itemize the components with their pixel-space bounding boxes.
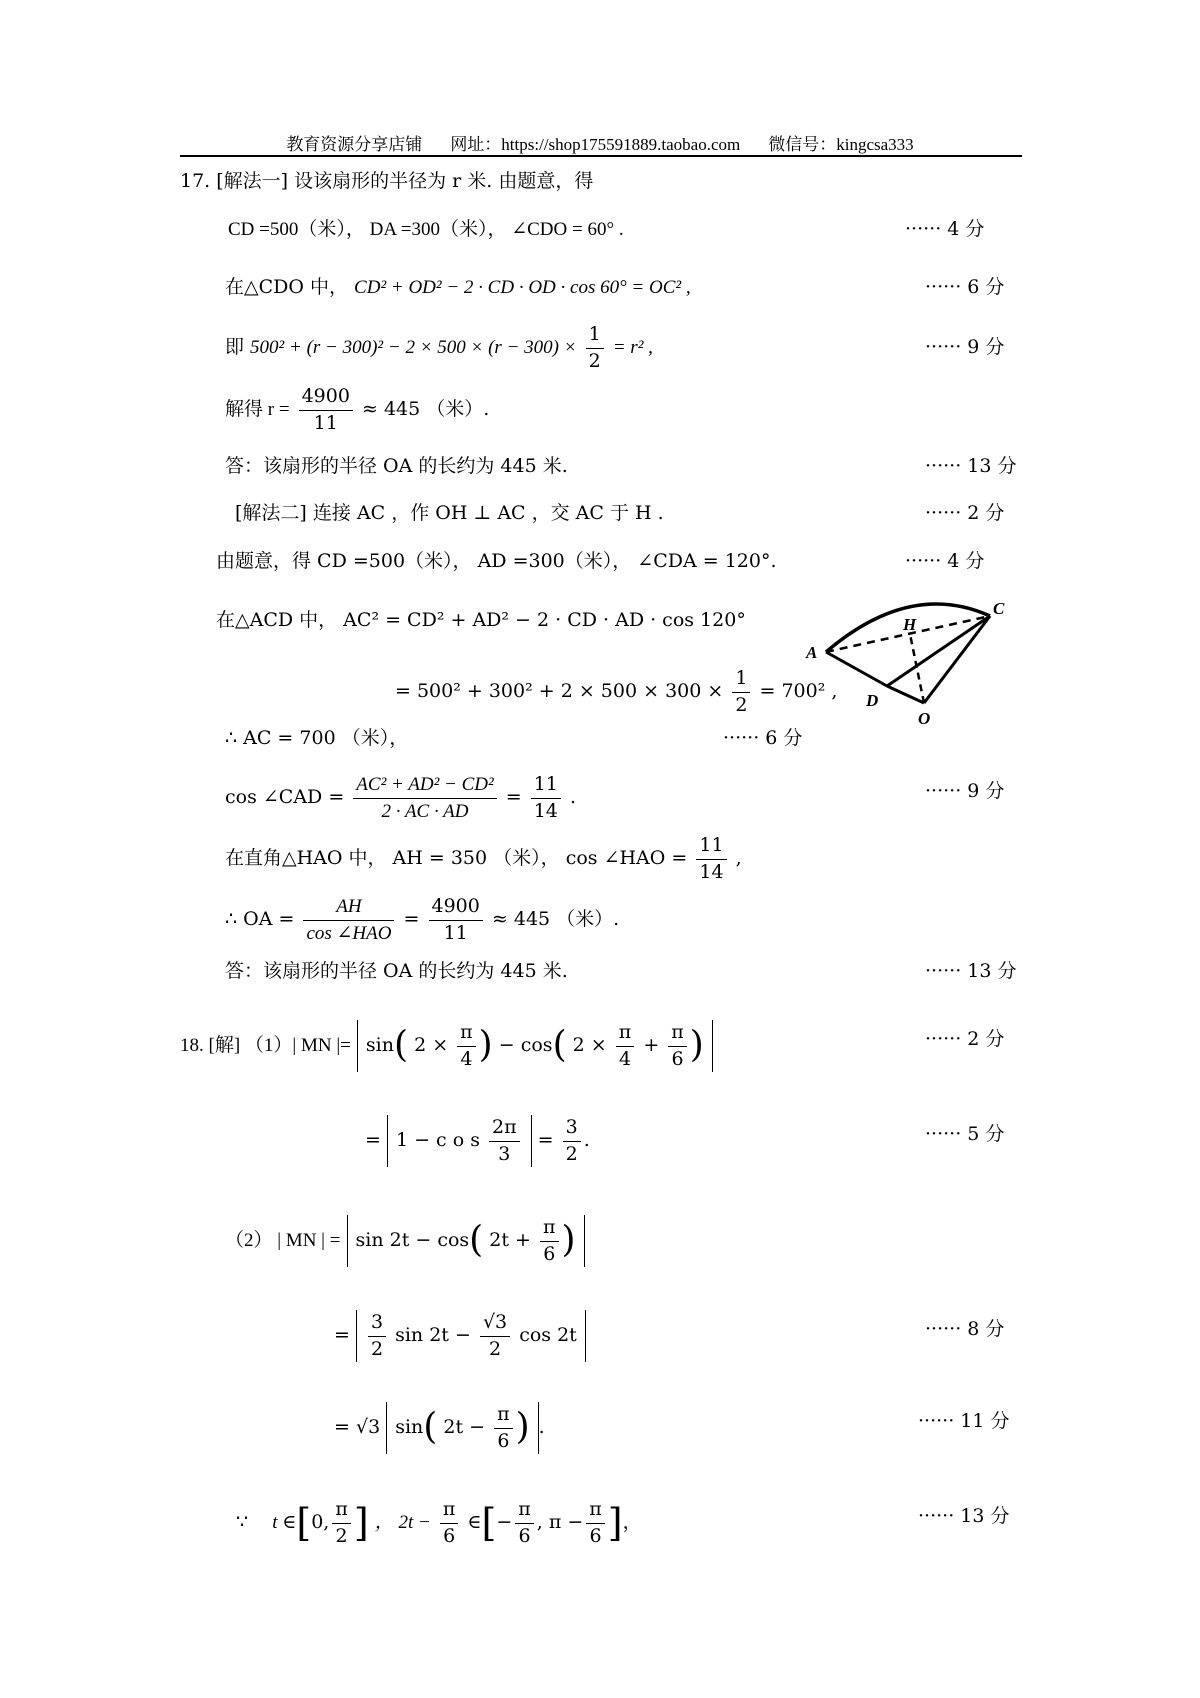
q17-step2: [225, 278, 691, 297]
q17-method2-line3-fraction: [732, 666, 750, 718]
frac-num: 4900: [299, 384, 353, 411]
frac-den: 2: [370, 1337, 384, 1360]
frac-den: 6: [497, 1429, 510, 1452]
label-c: C: [993, 600, 1005, 618]
frac-num: π: [494, 1402, 513, 1429]
equals-sign: =: [403, 908, 420, 931]
sin-text: sin: [365, 1034, 394, 1057]
frac-num: AH: [303, 894, 394, 921]
period: .: [583, 1129, 590, 1152]
header-rule: [180, 155, 1022, 157]
equals-sign: =: [537, 1129, 554, 1152]
fraction-pi-6: [540, 1215, 559, 1267]
frac-num: √3: [480, 1310, 510, 1337]
q17-answer1-score: ······ 13 分: [925, 455, 1017, 477]
q18-part2-label: （2） | MN | =: [225, 1230, 341, 1252]
q18-heading: 18. [解] （1）| MN |=: [180, 1035, 351, 1057]
q17-step3-prefix: 即: [225, 336, 251, 359]
q17-method2-line7: [225, 894, 619, 946]
frac-num: π: [540, 1215, 559, 1242]
q17-method2-heading-score: ······ 2 分: [925, 502, 1005, 524]
q18-part1: [180, 1020, 713, 1072]
fraction-3-2: [563, 1115, 581, 1167]
q18-part2-step3-score: ······ 11 分: [918, 1410, 1010, 1432]
q17-step4-fraction: [299, 384, 353, 436]
period: .: [538, 1416, 545, 1439]
q17-method2-line4-score: ······ 6 分: [723, 727, 803, 749]
q17-step3-score: ······ 9 分: [925, 336, 1005, 358]
frac-den: 14: [533, 799, 558, 822]
q17-step3: [225, 322, 653, 374]
period: .: [569, 786, 576, 809]
q18-part2: [225, 1215, 585, 1267]
expr: cos 2t: [519, 1324, 577, 1347]
frac-num: 1: [732, 666, 750, 693]
q17-method2-line5-score: ······ 9 分: [925, 780, 1005, 802]
expr: 2 ×: [572, 1034, 607, 1057]
q17-method2-line7-left: ∴ OA =: [225, 908, 295, 931]
q17-heading: 17. [解法一] 设该扇形的半径为 r 米. 由题意，得: [180, 170, 594, 192]
frac-num: π: [440, 1497, 459, 1524]
segment-ad: [826, 652, 887, 686]
q18-part1-step2: [365, 1115, 590, 1167]
q17-method2-line6: [225, 833, 742, 885]
fraction-pi-6b: [515, 1497, 534, 1549]
q17-method2-line7-fraction2: [429, 894, 483, 946]
q17-method2-line3-right: = 700² ,: [759, 680, 838, 703]
fraction-pi-6: [668, 1020, 687, 1072]
frac-num: 3: [368, 1310, 386, 1337]
q17-step2-expr: CD² + OD² − 2 · CD · OD · cos 60° = OC² ,: [354, 277, 691, 298]
q17-step1: CD =500（米）， DA =300（米）， ∠CDO = 60° .: [228, 219, 624, 240]
frac-den: 3: [498, 1142, 511, 1165]
q17-method2-line5-fraction2: [531, 772, 561, 824]
frac-den: 11: [443, 921, 468, 944]
q18-part2-step3: [334, 1402, 545, 1454]
q18-part1-score: ······ 2 分: [925, 1028, 1005, 1050]
q17-method2-line5: [225, 772, 576, 824]
expr: 2t +: [489, 1229, 531, 1252]
frac-den: 6: [443, 1524, 456, 1547]
label-d: D: [866, 691, 879, 710]
expr: 1 − c o s: [395, 1129, 480, 1152]
q17-step3-left: 500² + (r − 300)² − 2 × 500 × (r − 300) ×: [250, 337, 577, 359]
expr: ， 2t −: [374, 1512, 431, 1534]
q18-abs-part2-step2: [356, 1310, 586, 1362]
q17-method2-line3-left: = 500² + 300² + 2 × 500 × 300 ×: [395, 680, 724, 703]
expr: , π −: [536, 1511, 584, 1534]
q17-step4-right: ≈ 445 （米）.: [362, 398, 490, 421]
fraction-pi-6: [494, 1402, 513, 1454]
frac-den: 2: [335, 1524, 348, 1547]
equals-sign: =: [365, 1129, 381, 1152]
label-a: A: [806, 643, 818, 662]
header-wechat: 微信号：kingcsa333: [768, 135, 914, 154]
frac-num: π: [515, 1497, 534, 1524]
sector-figure: [800, 600, 1020, 735]
expr: 2 ×: [414, 1034, 449, 1057]
frac-num: 4900: [429, 894, 483, 921]
fraction-pi-2: [332, 1497, 351, 1549]
q17-method2-line6-fraction: [696, 833, 726, 885]
expr: t ∈: [272, 1512, 297, 1534]
comma: ，: [622, 1511, 642, 1534]
q17-step1-score: ······ 4 分: [905, 218, 985, 240]
frac-den: 6: [543, 1242, 556, 1265]
sin-text: sin: [395, 1416, 424, 1439]
frac-num: π: [668, 1020, 687, 1047]
q17-method2-line6-left: 在直角△HAO 中， AH = 350 （米）， cos ∠HAO =: [225, 847, 688, 870]
fraction-pi-6: [440, 1497, 459, 1549]
frac-den: 2: [588, 349, 601, 372]
frac-num: 2π: [489, 1115, 520, 1142]
frac-num: 11: [696, 833, 726, 860]
frac-den: 11: [313, 411, 338, 434]
q17-answer1: 答：该扇形的半径 OA 的长约为 445 米.: [225, 455, 568, 477]
q17-method2-line5-fraction: [353, 772, 496, 824]
q18-part2-step2: [334, 1310, 586, 1362]
q17-method2-answer-score: ······ 13 分: [925, 960, 1017, 982]
q17-method2-line5-left: cos ∠CAD =: [225, 786, 345, 809]
q18-abs-expr: sin( 2 × $\frac{\pi}{4}$ ) − cos( 2 × $\frac{\pi}{4}$ + $\frac{\pi}{6}$ ): [357, 1020, 713, 1072]
q18-part2-step4: ∵ t ∈[0, $\frac{\pi}{2}$ ] ， 2t − $\frac{\pi}{6}$ ∈[− $\frac{\pi}{6}$ , π − $\frac{\pi}{6}$ ]，: [236, 1497, 642, 1549]
q17-step4-prefix: 解得 r =: [225, 399, 290, 421]
frac-den: 2: [489, 1337, 502, 1360]
expr: 2t −: [443, 1416, 486, 1439]
q17-method2-line1: 由题意，得 CD =500（米）， AD =300（米）， ∠CDA = 120°.: [216, 550, 777, 572]
q18-abs-part2: sin 2t − cos( 2t + $\frac{\pi}{6}$ ): [347, 1215, 585, 1267]
q18-abs-part2-step3: sin( 2t − $\frac{\pi}{6}$ ): [386, 1402, 538, 1454]
frac-num: π: [457, 1020, 476, 1047]
frac-num: π: [586, 1497, 605, 1524]
q17-method2-heading: [解法二] 连接 AC ，作 OH ⊥ AC ，交 AC 于 H .: [235, 502, 664, 524]
frac-num: 11: [531, 772, 561, 799]
q17-step3-fraction: [586, 322, 604, 374]
q18-part2-step2-score: ······ 8 分: [925, 1318, 1005, 1340]
frac-den: 6: [518, 1524, 531, 1547]
expr: sin 2t −: [395, 1324, 471, 1347]
header-store: 教育资源分享店铺: [286, 135, 423, 154]
frac-den: 2 · AC · AD: [381, 800, 469, 822]
q17-method2-line4: ∴ AC = 700 （米），: [225, 727, 409, 749]
segment-oc: [924, 616, 990, 703]
equals-sign: =: [505, 786, 522, 809]
frac-num: 3: [563, 1115, 581, 1142]
equals-sign: =: [334, 1324, 350, 1347]
fraction-pi-6c: [586, 1497, 605, 1549]
frac-den: cos ∠HAO: [306, 922, 392, 944]
in-symbol: ∈: [467, 1511, 482, 1534]
segment-do: [887, 686, 924, 703]
fraction-pi-4b: [616, 1020, 635, 1072]
frac-den: 4: [460, 1047, 473, 1070]
frac-den: 2: [735, 693, 748, 716]
header-url: 网址：https://shop175591889.taobao.com: [450, 135, 741, 154]
minus: −: [496, 1511, 513, 1534]
q17-step2-score: ······ 6 分: [925, 276, 1005, 298]
frac-num: AC² + AD² − CD²: [353, 772, 496, 799]
q18-abs-step2: [387, 1115, 532, 1167]
fraction-2pi-3: [489, 1115, 520, 1167]
q17-method2-line1-score: ······ 4 分: [905, 550, 985, 572]
q17-method2-line7-fraction: [303, 894, 394, 946]
q17-method2-answer: 答：该扇形的半径 OA 的长约为 445 米.: [225, 960, 568, 982]
plus: +: [643, 1034, 660, 1057]
expr: sin 2t − cos: [355, 1229, 470, 1252]
cos-text: − cos: [498, 1034, 553, 1057]
frac-den: 2: [565, 1142, 578, 1165]
expr: 0,: [311, 1511, 330, 1534]
q17-step3-right: = r² ,: [612, 337, 653, 359]
frac-num: π: [616, 1020, 635, 1047]
frac-num: 1: [586, 322, 604, 349]
fraction-pi-4: [457, 1020, 476, 1072]
q17-step2-prefix: 在△CDO 中，: [225, 276, 348, 298]
q17-method2-line7-right: ≈ 445 （米）.: [491, 908, 620, 931]
page-header: [0, 130, 1200, 155]
label-o: O: [918, 709, 931, 728]
q17-step4: [225, 384, 489, 436]
comma: ,: [735, 847, 742, 870]
frac-den: 6: [589, 1524, 602, 1547]
frac-den: 4: [618, 1047, 632, 1070]
equals-sqrt3: = √3: [334, 1416, 381, 1439]
q17-method2-line2: 在△ACD 中， AC² = CD² + AD² − 2 · CD · AD · cos 120°: [216, 609, 746, 631]
frac-num: π: [332, 1497, 351, 1524]
because-symbol: ∵: [236, 1511, 249, 1534]
fraction-3-2: [368, 1310, 386, 1362]
q18-part2-step4-score: ······ 13 分: [918, 1505, 1010, 1527]
frac-den: 6: [671, 1047, 684, 1070]
q18-part1-step2-score: ······ 5 分: [925, 1123, 1005, 1145]
frac-den: 14: [699, 860, 724, 883]
label-h: H: [903, 615, 917, 634]
fraction-sqrt3-2: [480, 1310, 510, 1362]
q17-method2-line3: [395, 666, 837, 718]
